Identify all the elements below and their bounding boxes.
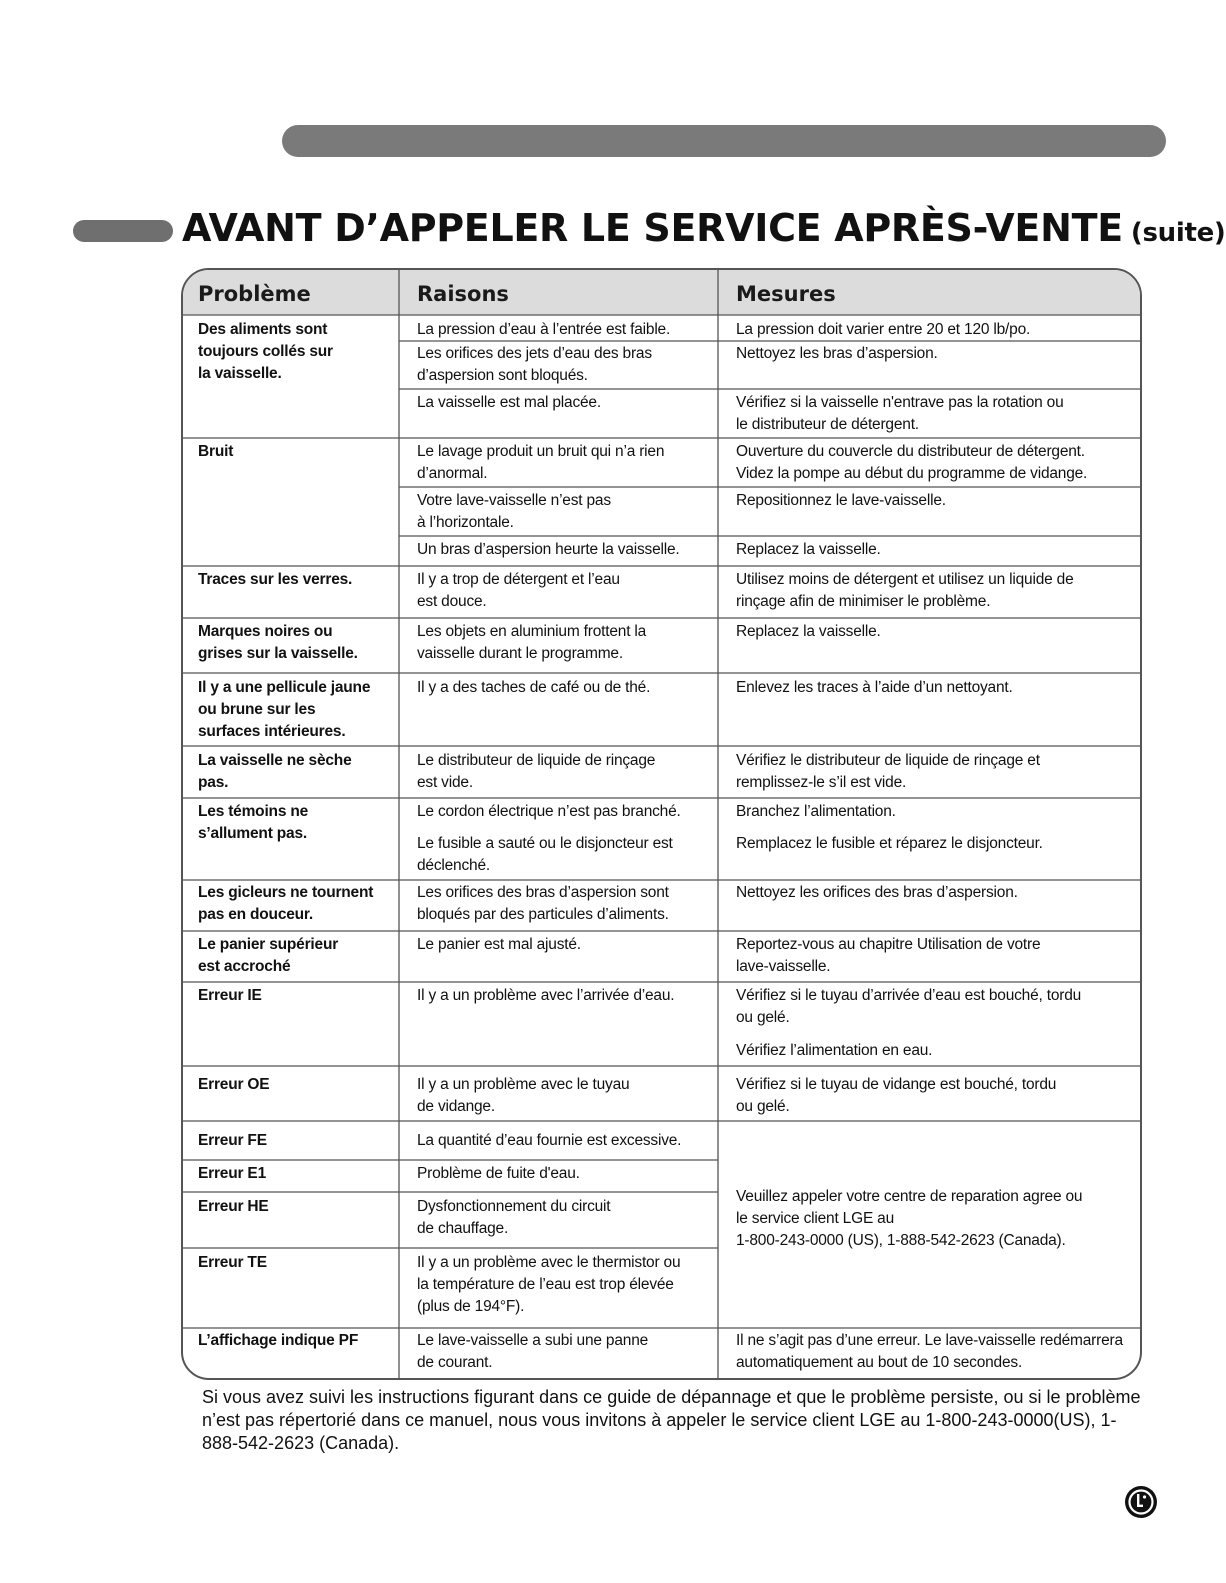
measure-cell: Vérifiez le distributeur de liquide de rinçage et remplissez-le s’il est vide. [736,752,1040,791]
reason-cell: Le fusible a sauté ou le disjoncteur est déclenché. [417,835,673,874]
column-header: Problème [198,282,311,306]
column-header: Mesures [736,282,836,306]
problem-cell: Les témoins ne s’allument pas. [198,803,309,842]
measure-cell: Vérifiez si le tuyau d’arrivée d’eau est bouché, tordu ou gelé. [736,987,1082,1026]
reason-cell: Il y a un problème avec le thermistor ou la température de l’eau est trop élevée (plus de 194°F). [417,1254,681,1315]
measure-cell: Vérifiez si la vaisselle n'entrave pas la rotation ou le distributeur de détergent. [736,394,1064,433]
measure-cell: Reportez-vous au chapitre Utilisation de votre lave-vaisselle. [736,936,1041,975]
problem-cell: Le panier supérieur est accroché [198,936,339,975]
column-header: Raisons [417,282,509,306]
measure-cell: Vérifiez l’alimentation en eau. [736,1042,933,1059]
measure-cell: Nettoyez les orifices des bras d’aspersion. [736,884,1018,901]
measure-cell: Vérifiez si le tuyau de vidange est bouché, tordu ou gelé. [736,1076,1057,1115]
problem-cell: Erreur OE [198,1076,270,1093]
title-pill-decoration [73,220,173,242]
reason-cell: Il y a un problème avec le tuyau de vidange. [417,1076,630,1115]
table-header-bg [183,270,1142,315]
reason-cell: Le lavage produit un bruit qui n’a rien d’anormal. [417,443,665,482]
page-title-suffix: (suite) [1130,218,1226,248]
reason-cell: Il y a un problème avec l’arrivée d’eau. [417,987,675,1004]
reason-cell: Votre lave-vaisselle n’est pas à l’horizontale. [417,492,611,531]
problem-cell: Erreur IE [198,987,262,1004]
measure-cell: Ouverture du couvercle du distributeur de détergent. Videz la pompe au début du programme de vidange. [736,443,1088,482]
measure-cell: Repositionnez le lave-vaisselle. [736,492,946,509]
footer-note: Si vous avez suivi les instructions figurant dans ce guide de dépannage et que le problème persiste, ou si le problème n’est pas répertorié dans ce manuel, nous vous invitons à appeler le service client LGE au 1-800-243-0000(US), 1-888-542-2623 (Canada). [202,1387,1141,1453]
problem-cell: Erreur HE [198,1198,269,1215]
page-title-main: AVANT D’APPELER LE SERVICE APRÈS-VENTE [182,206,1123,250]
problem-cell: Il y a une pellicule jaune ou brune sur les surfaces intérieures. [198,679,371,740]
reason-cell: Les orifices des jets d’eau des bras d’aspersion sont bloqués. [417,345,652,384]
reason-cell: Il y a des taches de café ou de thé. [417,679,651,696]
problem-cell: Erreur TE [198,1254,267,1271]
reason-cell: Les objets en aluminium frottent la vaisselle durant le programme. [417,623,647,662]
measure-cell: Branchez l’alimentation. [736,803,896,820]
reason-cell: Il y a trop de détergent et l’eau est douce. [417,571,620,610]
reason-cell: Le distributeur de liquide de rinçage est vide. [417,752,656,791]
reason-cell: La vaisselle est mal placée. [417,394,601,411]
reason-cell: Dysfonctionnement du circuit de chauffage. [417,1198,611,1237]
reason-cell: La quantité d’eau fournie est excessive. [417,1132,682,1149]
troubleshooting-table [181,268,1142,1380]
measure-cell: Remplacez le fusible et réparez le disjoncteur. [736,835,1043,852]
reason-cell: La pression d’eau à l’entrée est faible. [417,321,671,338]
page-title [182,206,1226,250]
measure-cell: Nettoyez les bras d’aspersion. [736,345,938,362]
problem-cell: L’affichage indique PF [198,1332,359,1349]
measure-cell: Il ne s’agit pas d’une erreur. Le lave-vaisselle redémarrera automatiquement au bout de 10 secondes. [736,1332,1123,1371]
reason-cell: Le cordon électrique n’est pas branché. [417,803,681,820]
measure-cell: Enlevez les traces à l’aide d’un nettoyant. [736,679,1013,696]
measure-cell: Veuillez appeler votre centre de reparation agree ou le service client LGE au 1-800-243-0000 (US), 1-888-542-2623 (Canada). [736,1188,1083,1249]
measure-cell: Utilisez moins de détergent et utilisez un liquide de rinçage afin de minimiser le problème. [736,571,1074,610]
measure-cell: La pression doit varier entre 20 et 120 lb/po. [736,321,1031,338]
problem-cell: La vaisselle ne sèche pas. [198,752,352,791]
reason-cell: Les orifices des bras d’aspersion sont bloqués par des particules d’aliments. [417,884,669,923]
problem-cell: Marques noires ou grises sur la vaisselle. [198,623,358,662]
measure-cell: Replacez la vaisselle. [736,623,881,640]
top-decorative-bar [282,125,1166,157]
measure-cell: Replacez la vaisselle. [736,541,881,558]
problem-cell: Les gicleurs ne tournent pas en douceur. [198,884,374,923]
reason-cell: Problème de fuite d'eau. [417,1165,580,1182]
problem-cell: Bruit [198,443,234,460]
reason-cell: Le panier est mal ajusté. [417,936,581,953]
problem-cell: Erreur E1 [198,1165,266,1182]
problem-cell: Des aliments sont toujours collés sur la vaisselle. [198,321,333,382]
reason-cell: Un bras d’aspersion heurte la vaisselle. [417,541,680,558]
reason-cell: Le lave-vaisselle a subi une panne de courant. [417,1332,649,1371]
problem-cell: Erreur FE [198,1132,267,1149]
lg-logo-icon [1124,1485,1158,1519]
problem-cell: Traces sur les verres. [198,571,353,588]
